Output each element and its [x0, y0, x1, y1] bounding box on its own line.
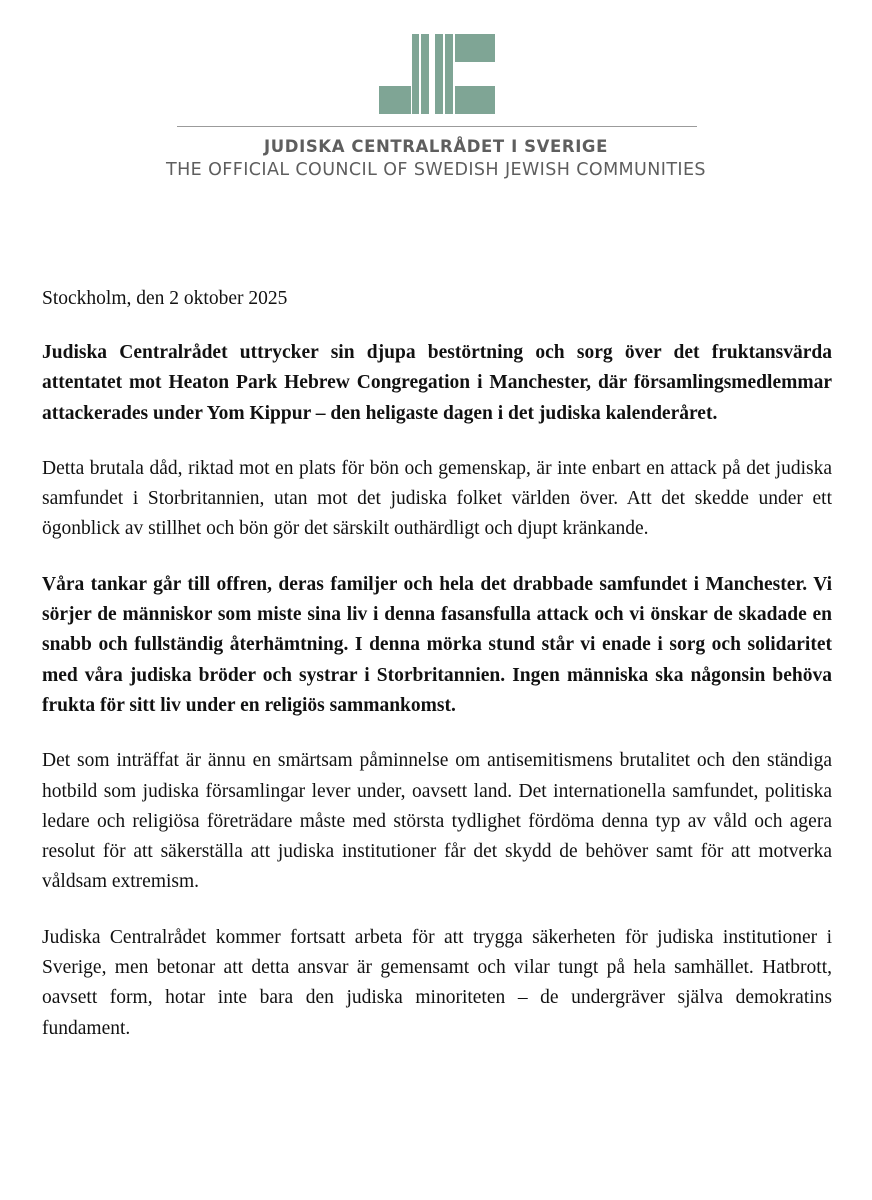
date-line: Stockholm, den 2 oktober 2025 [42, 288, 288, 309]
logo-shapes [379, 34, 495, 114]
paragraph-4: Det som inträffat är ännu en smärtsam påminnelse om antisemitismens brutalitet och den ständiga hotbild som judiska församlingar lever under, oavsett land. Det internationella samfundet, politiska ledare och religiösa företrädare måste med största tydlighet fördöma denna typ av våld och agera resolut för att säkerställa att judiska institutioner får det skydd de behöver samt för att motverka våldsam extremism. [42, 750, 832, 893]
paragraph-1: Judiska Centralrådet uttrycker sin djupa bestörtning och sorg över det fruktansvärda attentatet mot Heaton Park Hebrew Congregation i Manchester, där församlingsmedlemmar attackerades under Yom Kippur – den heligaste dagen i det judiska kalenderåret. [42, 342, 832, 424]
org-name-swedish: JUDISKA CENTRALRÅDET I SVERIGE [264, 137, 608, 156]
paragraph-2: Detta brutala dåd, riktad mot en plats för bön och gemenskap, är inte enbart en attack på det judiska samfundet i Storbritannien, utan mot det judiska folket världen över. Att det skedde under ett ögonblick av stillhet och bön gör det särskilt outhärdligt och djupt kränkande. [42, 457, 832, 540]
letterhead [0, 0, 872, 200]
org-name-english: THE OFFICIAL COUNCIL OF SWEDISH JEWISH COMMUNITIES [166, 160, 706, 180]
jc-logo [379, 34, 495, 114]
letterhead-divider [177, 126, 697, 127]
paragraph-3: Våra tankar går till offren, deras familjer och hela det drabbade samfundet i Manchester. Vi sörjer de människor som miste sina liv i denna fasansfulla attack och vi önskar de skadade en snabb och fullständig återhämtning. I denna mörka stund står vi enade i sorg och solidaritet med våra judiska bröder och systrar i Storbritannien. Ingen människa ska någonsin behöva frukta för sitt liv under en religiös sammankomst. [42, 573, 832, 716]
letter-body [42, 276, 832, 1044]
paragraph-5: Judiska Centralrådet kommer fortsatt arbeta för att trygga säkerheten för judiska institutioner i Sverige, men betonar att detta ansvar är gemensamt och vilar tungt på hela samhället. Hatbrott, oavsett form, hotar inte bara den judiska minoriteten – de undergräver själva demokratins fundament. [42, 926, 832, 1039]
